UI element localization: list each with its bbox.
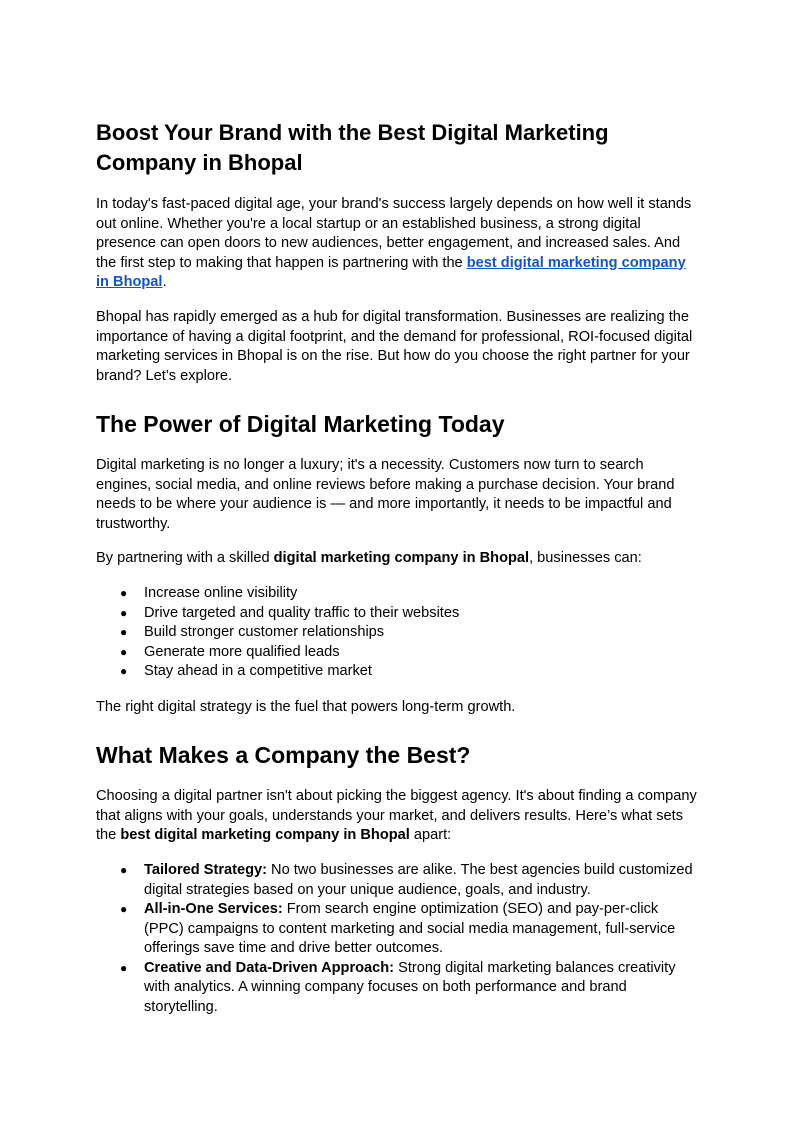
- list-item-label: Creative and Data-Driven Approach:: [144, 959, 395, 976]
- page-title: Boost Your Brand with the Best Digital Marketing Company in Bhopal: [96, 120, 609, 175]
- list-item-text: Generate more qualified leads: [144, 643, 340, 660]
- bullet-icon: ●: [120, 625, 128, 639]
- bullet-icon: ●: [120, 960, 128, 975]
- choosing-bold: best digital marketing company in Bhopal: [120, 827, 410, 843]
- list-item-text: Drive targeted and quality traffic to their websites: [144, 604, 460, 621]
- bullet-icon: ●: [120, 644, 128, 659]
- bullet-icon: ●: [120, 863, 128, 877]
- benefits-list: [96, 584, 700, 682]
- intro-text: In today's fast-paced digital age, your brand's success largely depends on how well it stands out online. Whether you're a local startup or an established business, a strong digital presence can open doors to new audiences, better engagement, and increased sales. And the first step to making that happen is partnering with the: [96, 196, 692, 271]
- partnering-pre: By partnering with a skilled: [96, 550, 274, 566]
- list-item-text: Increase online visibility: [144, 585, 298, 601]
- best-company-link[interactable]: best digital marketing company in Bhopal: [96, 254, 686, 290]
- bullet-icon: ●: [120, 664, 128, 678]
- list-item: [96, 861, 700, 900]
- closing-paragraph: The right digital strategy is the fuel that powers long-term growth.: [96, 699, 516, 715]
- choosing-post: apart:: [409, 827, 452, 843]
- list-item-label: All-in-One Services:: [144, 901, 283, 917]
- choosing-paragraph: [96, 787, 700, 846]
- bhopal-paragraph: Bhopal has rapidly emerged as a hub for digital transformation. Businesses are realizing the importance of having a digital footprint, and the demand for professional, ROI-focused digital marketing services in Bhopal is on the rise. But how do you choose the right partner for your brand? Let’s explore.: [96, 309, 693, 384]
- list-item: [96, 643, 700, 663]
- list-item: [96, 623, 700, 643]
- list-item-text: Build stronger customer relationships: [144, 624, 385, 640]
- power-paragraph: Digital marketing is no longer a luxury; it's a necessity. Customers now turn to search engines, social media, and online reviews before making a purchase decision. Your brand needs to be where your audience is — and more importantly, it needs to be impactful and trustworthy.: [96, 457, 675, 532]
- section-heading-best: What Makes a Company the Best?: [96, 742, 471, 768]
- partnering-bold: digital marketing company in Bhopal: [273, 550, 530, 566]
- list-item-text: From search engine optimization (SEO) and pay-per-click (PPC) campaigns to content marketing and social media management, full-service offerings save time and drive better outcomes.: [144, 901, 676, 956]
- intro-paragraph: [96, 195, 700, 293]
- intro-end: .: [162, 274, 167, 290]
- partnering-post: , businesses can:: [529, 550, 642, 566]
- bullet-icon: ●: [120, 586, 128, 600]
- list-item: [96, 662, 700, 682]
- list-item-label: Tailored Strategy:: [144, 862, 267, 878]
- list-item: [96, 584, 700, 604]
- criteria-list: [96, 861, 700, 1017]
- partnering-paragraph: [96, 549, 700, 569]
- list-item: [96, 604, 700, 624]
- list-item: [96, 959, 700, 1018]
- list-item: [96, 900, 700, 959]
- list-item-text: Strong digital marketing balances creativity with analytics. A winning company focuses on both performance and brand storytelling.: [144, 959, 676, 1015]
- list-item-text: No two businesses are alike. The best agencies build customized digital strategies based on your unique audience, goals, and industry.: [144, 862, 693, 898]
- bullet-icon: ●: [120, 605, 128, 620]
- choosing-pre: Choosing a digital partner isn't about picking the biggest agency. It's about finding a company that aligns with your goals, understands your market, and delivers results. Here’s what sets the: [96, 788, 697, 843]
- bullet-icon: ●: [120, 902, 128, 916]
- list-item-text: Stay ahead in a competitive market: [144, 663, 372, 679]
- section-heading-power: The Power of Digital Marketing Today: [96, 411, 505, 437]
